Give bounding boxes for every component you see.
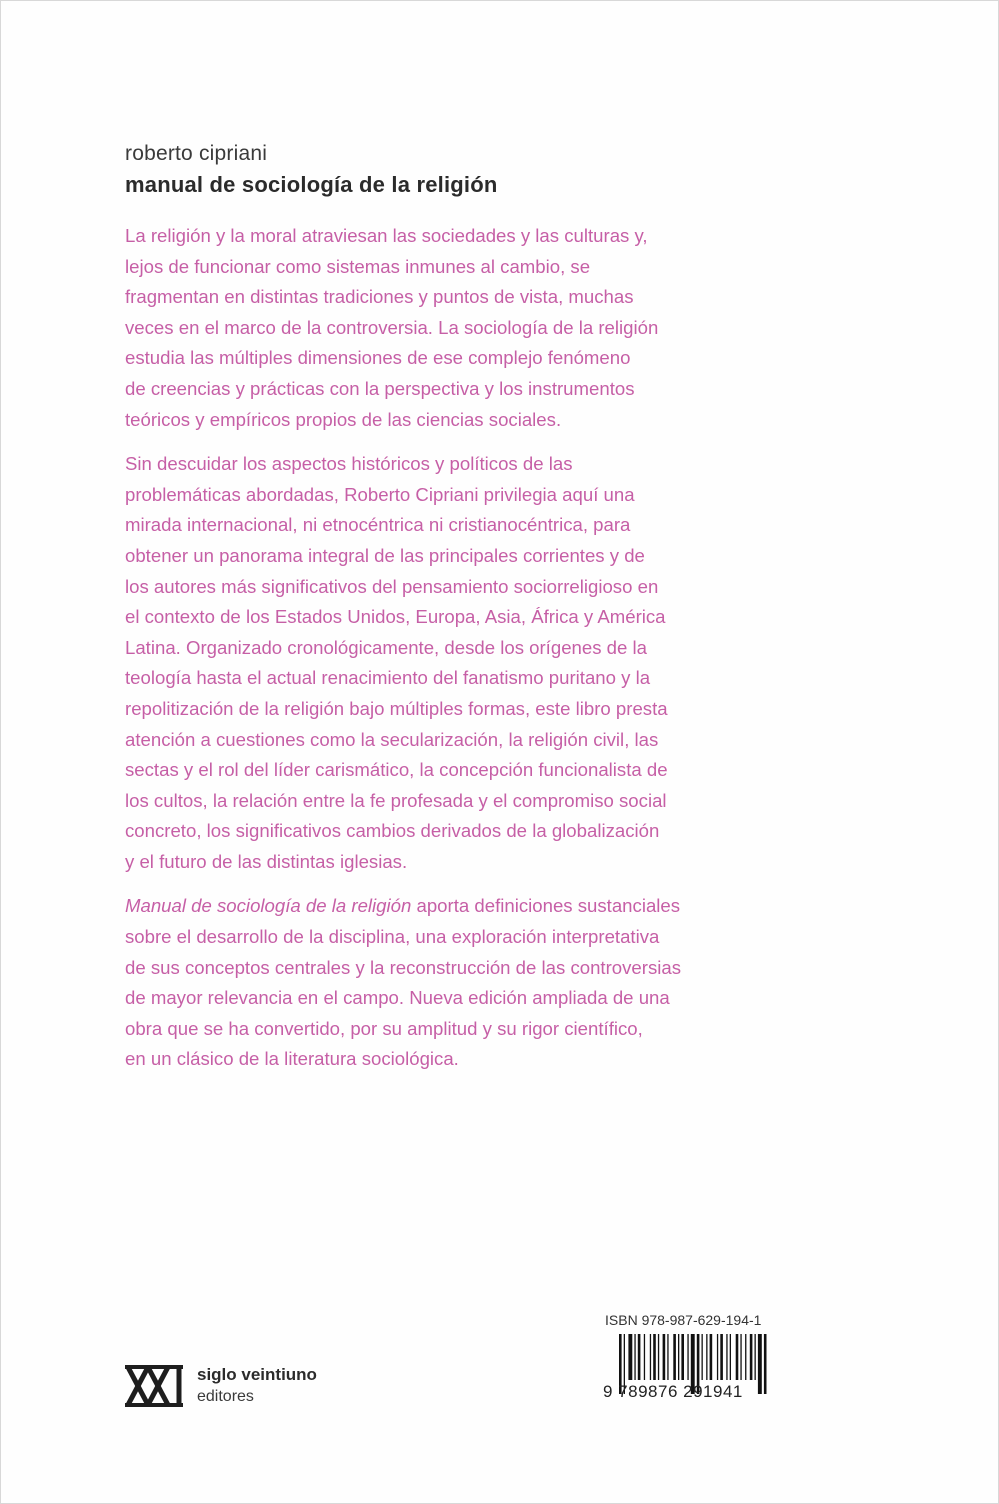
blurb-line: en un clásico de la literatura sociológica. [125, 1048, 459, 1070]
blurb-line: fragmentan en distintas tradiciones y puntos de vista, muchas [125, 286, 634, 308]
inline-book-title: Manual de sociología de la religión [125, 895, 412, 917]
author-name: roberto cipriani [125, 142, 268, 165]
blurb-line: veces en el marco de la controversia. La sociología de la religión [125, 316, 659, 338]
barcode-digits: 9 789876 291941 [603, 1382, 743, 1401]
publisher-logo-icon [125, 1365, 185, 1407]
blurb-line: estudia las múltiples dimensiones de ese complejo fenómeno [125, 347, 631, 369]
book-title: manual de sociología de la religión [125, 172, 498, 197]
blurb-line: obra que se ha convertido, por su amplitud y su rigor científico, [125, 1017, 643, 1039]
blurb-line: sectas y el rol del líder carismático, la concepción funcionalista de [125, 759, 668, 781]
publisher-subtitle: editores [197, 1388, 254, 1405]
blurb-line-rest: aporta definiciones sustanciales [411, 895, 681, 917]
blurb-line: teóricos y empíricos propios de las ciencias sociales. [125, 408, 562, 430]
blurb-paragraph-3 [125, 891, 775, 1075]
blurb-line: Latina. Organizado cronológicamente, desde los orígenes de la [125, 636, 647, 658]
blurb-line: atención a cuestiones como la secularización, la religión civil, las [125, 728, 659, 750]
blurb-line: concreto, los significativos cambios derivados de la globalización [125, 820, 660, 842]
blurb-line: La religión y la moral atraviesan las sociedades y las culturas y, [125, 225, 648, 246]
blurb-line: y el futuro de las distintas iglesias. [125, 850, 408, 872]
blurb-paragraph-2 [125, 449, 775, 877]
blurb-line: de mayor relevancia en el campo. Nueva edición ampliada de una [125, 987, 670, 1009]
blurb-line: lejos de funcionar como sistemas inmunes al cambio, se [125, 255, 591, 277]
isbn-label: ISBN 978-987-629-194-1 [605, 1312, 762, 1328]
blurb [125, 221, 775, 1089]
blurb-line: repolitización de la religión bajo múltiples formas, este libro presta [125, 697, 668, 719]
blurb-line: sobre el desarrollo de la disciplina, una exploración interpretativa [125, 926, 660, 948]
blurb-line: Sin descuidar los aspectos históricos y políticos de las [125, 453, 573, 475]
blurb-line: mirada internacional, ni etnocéntrica ni cristianocéntrica, para [125, 514, 631, 536]
blurb-line: de sus conceptos centrales y la reconstrucción de las controversias [125, 956, 682, 978]
blurb-line: de creencias y prácticas con la perspectiva y los instrumentos [125, 377, 635, 399]
blurb-paragraph-1 [125, 221, 775, 435]
isbn-barcode-block [597, 1306, 797, 1418]
blurb-line: los autores más significativos del pensamiento sociorreligioso en [125, 575, 659, 597]
blurb-line: obtener un panorama integral de las principales corrientes y de [125, 544, 645, 566]
blurb-line: el contexto de los Estados Unidos, Europa, Asia, África y América [125, 606, 666, 628]
blurb-line: los cultos, la relación entre la fe profesada y el compromiso social [125, 789, 667, 811]
blurb-line: teología hasta el actual renacimiento del fanatismo puritano y la [125, 667, 651, 689]
publisher-name: siglo veintiuno [197, 1365, 317, 1384]
blurb-line: problemáticas abordadas, Roberto Cipriani privilegia aquí una [125, 483, 635, 505]
blurb-line [125, 891, 775, 922]
